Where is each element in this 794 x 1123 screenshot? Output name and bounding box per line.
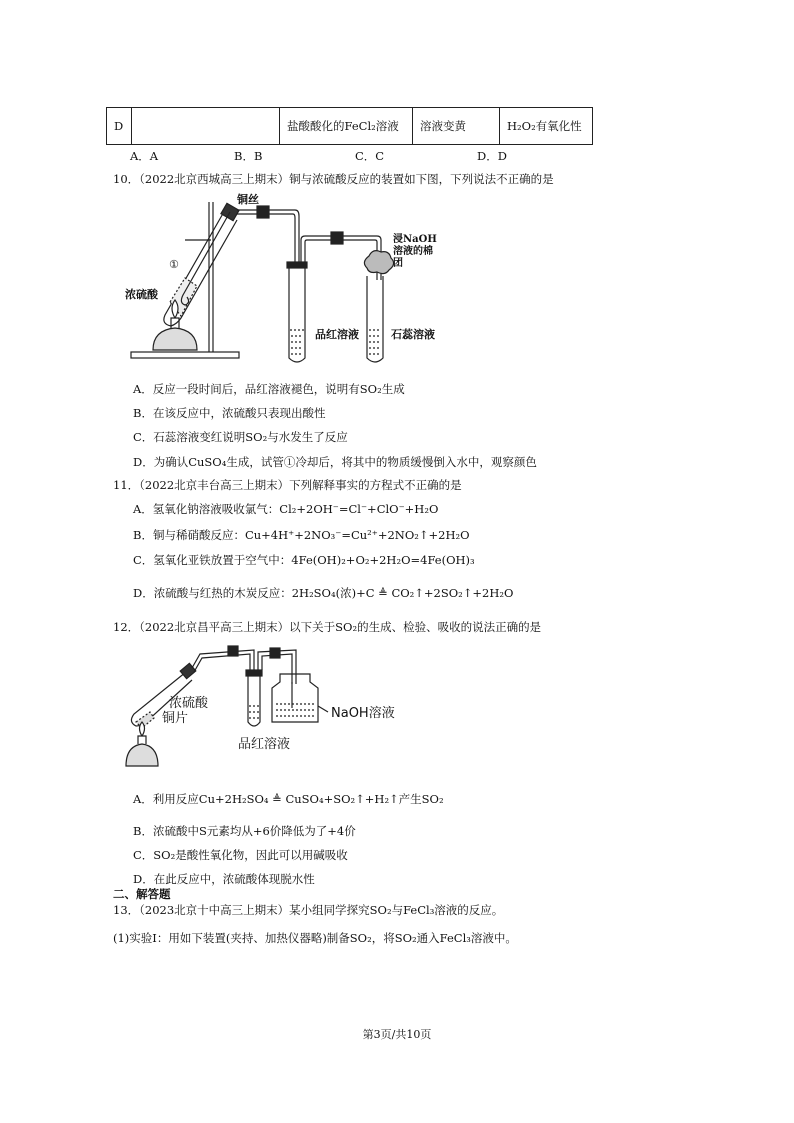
copper-sulfuric-acid-apparatus [125, 190, 445, 368]
q11-option-a: A．氢氧化钠溶液吸收氯气：Cl₂+2OH⁻=Cl⁻+ClO⁻+H₂O [133, 502, 439, 516]
q13-stem: 13．（2023北京十中高三上期末）某小组同学探究SO₂与FeCl₃溶液的反应。 [113, 903, 504, 917]
q11-stem: 11．（2022北京丰台高三上期末）下列解释事实的方程式不正确的是 [113, 478, 462, 492]
label-conc-acid-2: 浓硫酸 [169, 696, 209, 711]
q12-option-a: A．利用反应Cu+2H₂SO₄ ≜ CuSO₄+SO₂↑+H₂↑产生SO₂ [133, 792, 444, 806]
q9-choice-a: A．A [130, 149, 159, 163]
q10-option-a: A．反应一段时间后，品红溶液褪色，说明有SO₂生成 [133, 382, 405, 396]
q12-option-c: C．SO₂是酸性氧化物，因此可以用碱吸收 [133, 848, 348, 862]
label-tube-number: ① [169, 258, 179, 271]
table-cell-empty [132, 108, 280, 145]
label-copper-wire: 铜丝 [237, 193, 259, 206]
q10-option-c: C．石蕊溶液变红说明SO₂与水发生了反应 [133, 430, 348, 444]
q11-option-d: D．浓硫酸与红热的木炭反应：2H₂SO₄(浓)+C ≜ CO₂↑+2SO₂↑+2H₂O [133, 586, 514, 600]
label-pinhong: 品红溶液 [315, 328, 359, 341]
label-litmus: 石蕊溶液 [391, 328, 435, 341]
table-cell-letter: D [107, 108, 132, 145]
table-cell-phenomenon: 溶液变黄 [413, 108, 500, 145]
q10-stem: 10．（2022北京西城高三上期末）铜与浓硫酸反应的装置如下图，下列说法不正确的是 [113, 172, 554, 186]
table-row [107, 108, 593, 145]
q9-choice-d: D．D [477, 149, 507, 163]
options-table [106, 107, 593, 145]
table-cell-conclusion: H₂O₂有氧化性 [500, 108, 593, 145]
label-naoh: NaOH溶液 [331, 706, 395, 721]
q12-option-d: D．在此反应中，浓硫酸体现脱水性 [133, 872, 315, 886]
q12-stem: 12．（2022北京昌平高三上期末）以下关于SO₂的生成、检验、吸收的说法正确的是 [113, 620, 542, 634]
page-number: 第3页/共10页 [362, 1028, 432, 1041]
q10-option-d: D．为确认CuSO₄生成，试管①冷却后，将其中的物质缓慢倒入水中，观察颜色 [133, 455, 537, 469]
q12-option-b: B．浓硫酸中S元素均从+6价降低为了+4价 [133, 824, 356, 838]
section-heading: 二、解答题 [113, 887, 171, 901]
q9-choice-c: C．C [355, 149, 385, 163]
q10-option-b: B．在该反应中，浓硫酸只表现出酸性 [133, 406, 326, 420]
q9-choice-b: B．B [234, 149, 263, 163]
table-cell-reagent: 盐酸酸化的FeCl₂溶液 [280, 108, 413, 145]
label-conc-acid: 浓硫酸 [125, 288, 158, 301]
q11-option-b: B．铜与稀硝酸反应：Cu+4H⁺+2NO₃⁻=Cu²⁺+2NO₂↑+2H₂O [133, 528, 470, 542]
q13-part1: (1)实验Ⅰ：用如下装置(夹持、加热仪器略)制备SO₂，将SO₂通入FeCl₃溶液中。 [113, 931, 517, 945]
label-cotton: 浸NaOH溶液的棉团 [393, 234, 437, 269]
q11-option-c: C．氢氧化亚铁放置于空气中：4Fe(OH)₂+O₂+2H₂O=4Fe(OH)₃ [133, 553, 475, 567]
label-pinhong-2: 品红溶液 [238, 737, 291, 752]
label-copper: 铜片 [162, 711, 189, 726]
